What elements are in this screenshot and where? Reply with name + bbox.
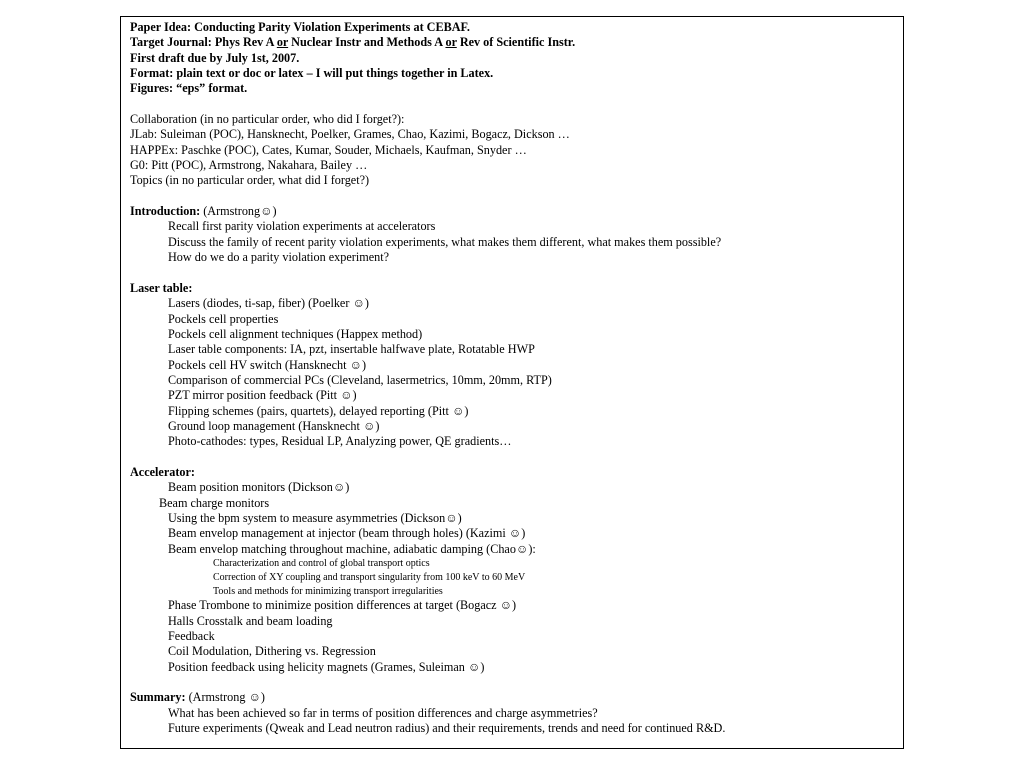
list-item: Beam position monitors (Dickson☺): [168, 480, 350, 495]
list-item: Pockels cell properties: [168, 311, 279, 326]
collaboration-heading: Collaboration (in no particular order, who did I forget?):: [130, 112, 405, 127]
list-item: How do we do a parity violation experiment?: [168, 250, 390, 265]
list-item: Recall first parity violation experiments at accelerators: [168, 219, 436, 234]
list-item: Lasers (diodes, ti-sap, fiber) (Poelker ☺): [168, 296, 369, 311]
sub-list-item: Tools and methods for minimizing transport irregularities: [213, 585, 443, 597]
document-page: [120, 16, 904, 749]
list-item: Laser table components: IA, pzt, insertable halfwave plate, Rotatable HWP: [168, 342, 535, 357]
topics-line: Topics (in no particular order, what did I forget?): [130, 173, 370, 188]
collaboration-happex: HAPPEx: Paschke (POC), Cates, Kumar, Souder, Michaels, Kaufman, Snyder …: [130, 142, 527, 157]
list-item: Flipping schemes (pairs, quartets), delayed reporting (Pitt ☺): [168, 403, 469, 418]
list-item: Beam envelop matching throughout machine, adiabatic damping (Chao☺):: [168, 541, 536, 556]
list-item: Pockels cell alignment techniques (Happex method): [168, 326, 423, 341]
list-item: Ground loop management (Hansknecht ☺): [168, 418, 380, 433]
figures-line: Figures: “eps” format.: [130, 81, 248, 96]
list-item: Comparison of commercial PCs (Cleveland, lasermetrics, 10mm, 20mm, RTP): [168, 372, 552, 387]
list-item: Using the bpm system to measure asymmetries (Dickson☺): [168, 511, 462, 525]
list-item: Beam charge monitors: [159, 495, 270, 510]
laser-table-heading: Laser table:: [130, 280, 193, 295]
list-item: What has been achieved so far in terms of position differences and charge asymmetries?: [168, 705, 598, 720]
target-journal-line: Target Journal: Phys Rev A or Nuclear Instr and Methods A or Rev of Scientific Instr.: [130, 35, 576, 50]
sub-list-item: Correction of XY coupling and transport singularity from 100 keV to 60 MeV: [213, 571, 526, 583]
draft-due-line: First draft due by July 1st, 2007.: [130, 50, 300, 65]
summary-heading: Summary: (Armstrong ☺): [130, 690, 265, 705]
paper-idea-line: Paper Idea: Conducting Parity Violation Experiments at CEBAF.: [130, 20, 470, 34]
list-item: Pockels cell HV switch (Hansknecht ☺): [168, 357, 367, 372]
list-item: Halls Crosstalk and beam loading: [168, 613, 333, 628]
list-item: Coil Modulation, Dithering vs. Regression: [168, 644, 376, 659]
format-line: Format: plain text or doc or latex – I will put things together in Latex.: [130, 66, 494, 81]
list-item: Future experiments (Qweak and Lead neutron radius) and their requirements, trends and need for continued R&D.: [168, 721, 726, 736]
list-item: Photo-cathodes: types, Residual LP, Analyzing power, QE gradients…: [168, 434, 512, 449]
list-item: Discuss the family of recent parity violation experiments, what makes them different, what makes them possible?: [168, 234, 722, 249]
list-item: Beam envelop management at injector (beam through holes) (Kazimi ☺): [168, 526, 526, 541]
list-item: PZT mirror position feedback (Pitt ☺): [168, 388, 357, 403]
collaboration-g0: G0: Pitt (POC), Armstrong, Nakahara, Bailey …: [130, 158, 368, 173]
list-item: Phase Trombone to minimize position differences at target (Bogacz ☺): [168, 598, 517, 613]
list-item: Position feedback using helicity magnets (Grames, Suleiman ☺): [168, 659, 485, 674]
introduction-heading: Introduction: (Armstrong☺): [130, 204, 277, 219]
collaboration-jlab: JLab: Suleiman (POC), Hansknecht, Poelker, Grames, Chao, Kazimi, Bogacz, Dickson …: [130, 127, 570, 142]
sub-list-item: Characterization and control of global transport optics: [213, 558, 430, 570]
accelerator-heading: Accelerator:: [130, 464, 195, 479]
list-item: Feedback: [168, 629, 215, 644]
